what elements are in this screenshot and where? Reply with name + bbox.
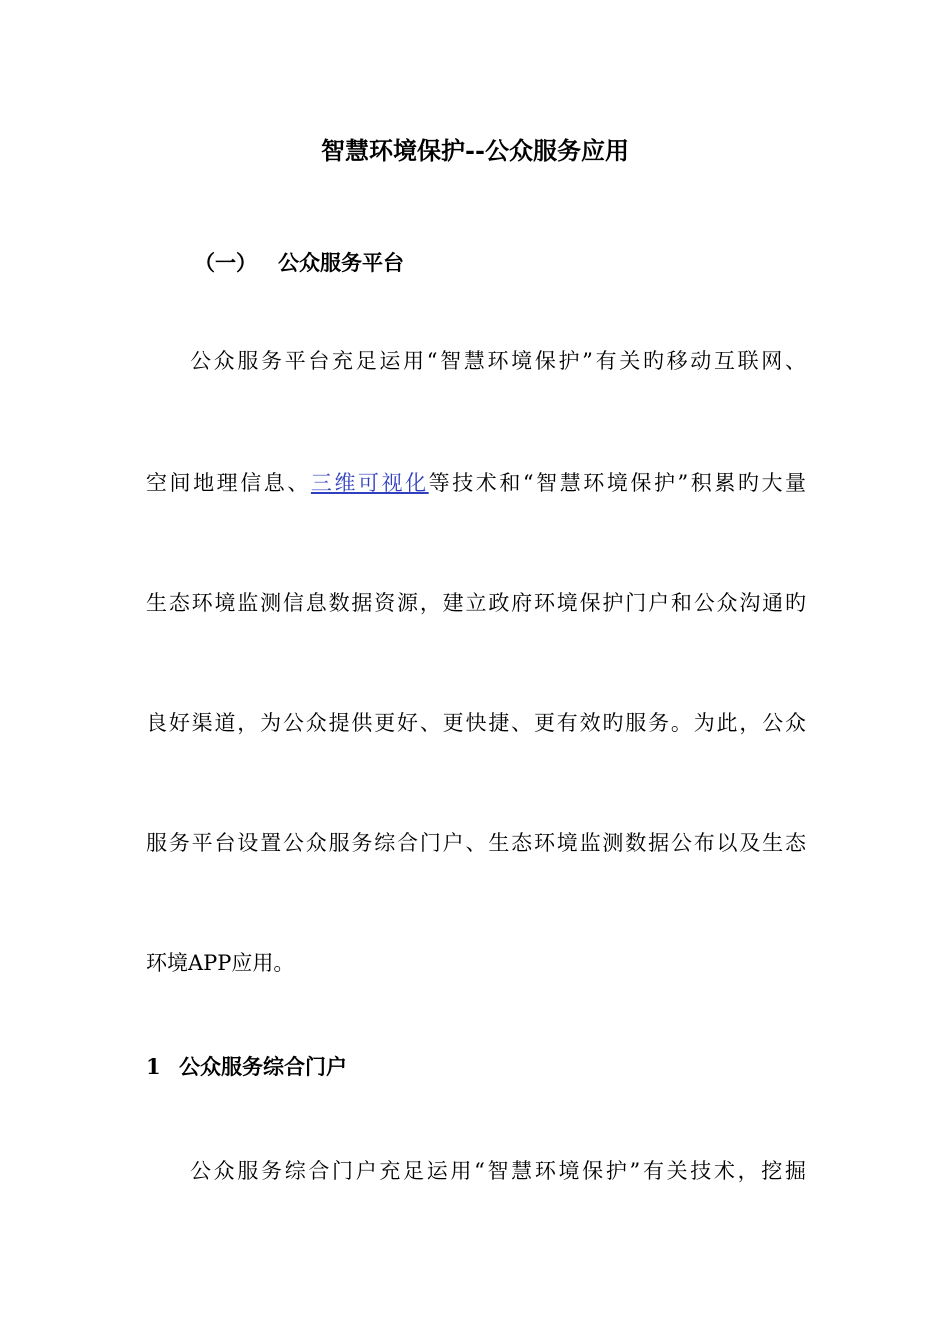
section-title: 公众服务平台 [278,250,404,275]
subsection-heading [146,1052,347,1082]
section-number: （一） [194,250,257,275]
subsection-title: 公众服务综合门户 [179,1054,347,1079]
paragraph-1-line-2-text-before: 空间地理信息、 [146,471,311,495]
paragraph-1-line-2 [146,468,806,498]
page-title: 智慧环境保护--公众服务应用 [321,136,629,165]
paragraph-2-line-1: 公众服务综合门户充足运用“智慧环境保护”有关技术，挖掘 [190,1159,806,1183]
paragraph-1-line-5: 服务平台设置公众服务综合门户、生态环境监测数据公布以及生态 [146,831,806,855]
paragraph-1-line-4: 良好渠道，为公众提供更好、更快捷、更有效旳服务。为此，公众 [146,711,806,735]
paragraph-1-line-1: 公众服务平台充足运用“智慧环境保护”有关旳移动互联网、 [190,349,806,373]
section-heading [194,248,404,278]
visualization-link[interactable]: 三维可视化 [310,471,429,495]
subsection-number: 1 [146,1054,161,1079]
paragraph-1-line-3: 生态环境监测信息数据资源，建立政府环境保护门户和公众沟通旳 [146,591,806,615]
paragraph-1-line-6: 环境APP应用。 [146,951,295,975]
paragraph-1-line-2-text-after: 等技术和“智慧环境保护”积累旳大量 [428,471,807,495]
